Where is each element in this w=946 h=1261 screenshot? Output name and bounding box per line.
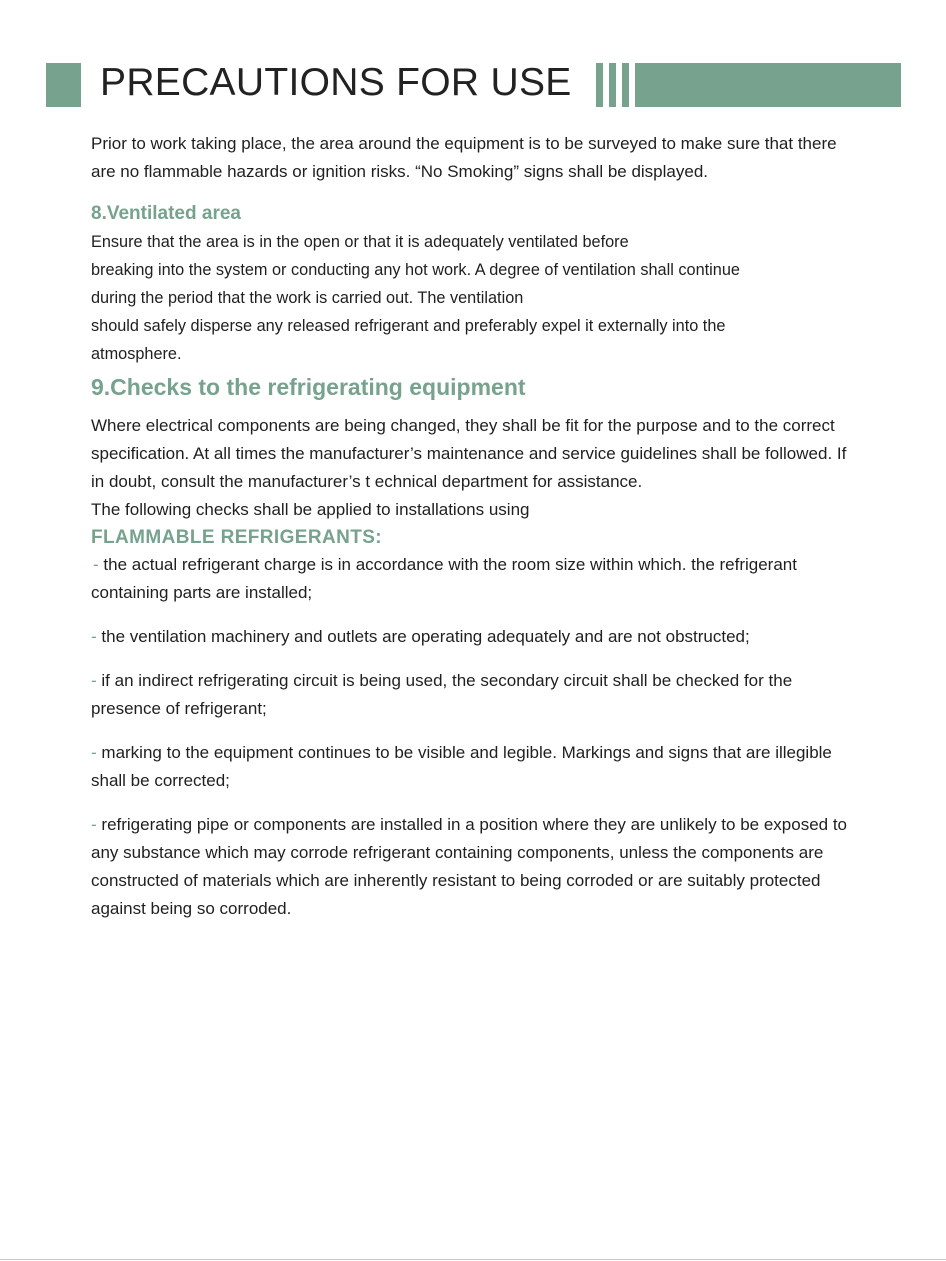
check-list-item <box>91 551 861 607</box>
bullet-dash: - <box>91 627 97 646</box>
check-text: refrigerating pipe or components are installed in a position where they are unlikely to be exposed to any substance which may corrode refrigerant containing components, unless the components are constructed of materials which are inherently resistant to being corroded or are suitably protected against being so corroded. <box>91 815 848 918</box>
bullet-dash: - <box>91 743 97 762</box>
check-list-item <box>91 667 861 723</box>
intro-paragraph: Prior to work taking place, the area around the equipment is to be surveyed to make sure that there are no flammable hazards or ignition risks. “No Smoking” signs shall be displayed. <box>91 134 837 181</box>
check-list-item <box>91 623 861 651</box>
section-8-line: should safely disperse any released refrigerant and preferably expel it externally into the <box>91 317 726 335</box>
section-8-line: atmosphere. <box>91 345 182 363</box>
section-8-heading: 8.Ventilated area <box>91 203 241 224</box>
header-bar-decoration <box>635 63 901 107</box>
header-stripe-decoration <box>596 63 603 107</box>
bullet-dash: - <box>91 671 97 690</box>
page-bottom-edge <box>0 1259 946 1260</box>
check-text: if an indirect refrigerating circuit is being used, the secondary circuit shall be checked for the presence of refrigerant; <box>91 671 793 718</box>
section-8-line: Ensure that the area is in the open or that it is adequately ventilated before <box>91 233 629 251</box>
header-stripe-decoration <box>609 63 616 107</box>
checks-intro: The following checks shall be applied to installations using <box>91 500 530 519</box>
section-9-body: Where electrical components are being changed, they shall be fit for the purpose and to the correct specification. At all times the manufacturer’s maintenance and service guidelines shall be followed. If in doubt, consult the manufacturer’s t echnical department for assistance. <box>91 416 847 491</box>
section-8-line: during the period that the work is carried out. The ventilation <box>91 289 524 307</box>
section-checks-refrigerating-equipment <box>91 370 861 923</box>
page-header <box>0 63 946 108</box>
check-text: the actual refrigerant charge is in accordance with the room size within which. the refrigerant containing parts are installed; <box>91 555 797 602</box>
flammable-refrigerants-heading: FLAMMABLE REFRIGERANTS: <box>91 527 383 548</box>
bullet-dash: - <box>91 815 97 834</box>
check-text: the ventilation machinery and outlets are operating adequately and are not obstructed; <box>101 627 750 646</box>
header-square-decoration <box>46 63 81 107</box>
check-text: marking to the equipment continues to be visible and legible. Markings and signs that are illegible shall be corrected; <box>91 743 832 790</box>
check-list-item <box>91 739 861 795</box>
check-list-item <box>91 811 861 923</box>
page-title: PRECAUTIONS FOR USE <box>100 61 572 104</box>
bullet-dash: - <box>93 555 99 574</box>
section-9-heading: 9.Checks to the refrigerating equipment <box>91 374 526 400</box>
section-ventilated-area <box>91 200 861 368</box>
section-8-line: breaking into the system or conducting any hot work. A degree of ventilation shall continue <box>91 261 740 279</box>
header-stripe-decoration <box>622 63 629 107</box>
page-content <box>91 130 861 939</box>
